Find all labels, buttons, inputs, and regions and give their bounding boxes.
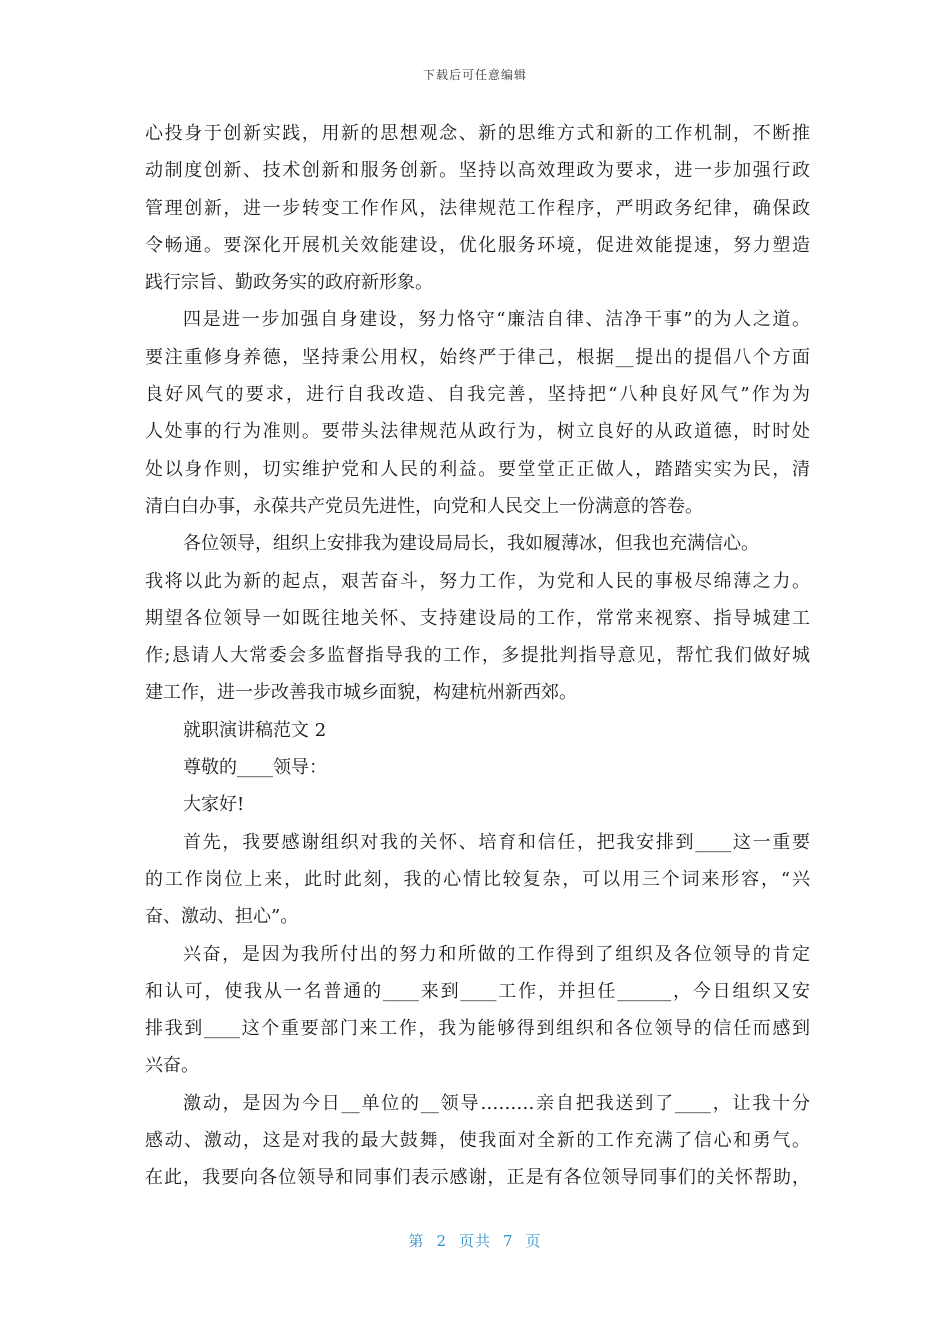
text-line: 处以身作则，切实维护党和人民的利益。要堂堂正正做人，踏踏实实为民，清 xyxy=(145,458,810,480)
text-line: 心投身于创新实践，用新的思想观念、新的思维方式和新的工作机制，不断推 xyxy=(145,123,810,144)
footer-prefix: 第 xyxy=(408,1232,425,1250)
text-line: 兴奋，是因为我所付出的努力和所做的工作得到了组织及各位领导的肯定 xyxy=(183,943,810,965)
footer-middle: 页共 xyxy=(458,1232,491,1250)
text-line: 作;恳请人大常委会多监督指导我的工作，多提批判指导意见，帮忙我们做好城 xyxy=(145,645,810,667)
text-line: 人处事的行为准则。要带头法律规范从政行为，树立良好的从政道德，时时处 xyxy=(145,421,810,443)
text-line: 首先，我要感谢组织对我的关怀、培育和信任，把我安排到____这一重要 xyxy=(183,831,810,853)
footer-suffix: 页 xyxy=(525,1232,542,1250)
text-line: 期望各位领导一如既往地关怀、支持建设局的工作，常常来视察、指导城建工 xyxy=(145,607,810,629)
text-line: 兴奋。 xyxy=(145,1055,199,1077)
current-page-number: 2 xyxy=(436,1232,447,1250)
text-line: 四是进一步加强自身建设，努力恪守“廉洁自律、洁净干事”的为人之道。 xyxy=(183,309,810,331)
text-line: 令畅通。要深化开展机关效能建设，优化服务环境，促进效能提速，努力塑造 xyxy=(145,234,810,256)
text-line: 要注重修身养德，坚持秉公用权，始终严于律己，根据__提出的提倡八个方面 xyxy=(145,346,810,368)
text-line: 建工作，进一步改善我市城乡面貌，构建杭州新西郊。 xyxy=(145,682,577,704)
text-line: 排我到____这个重要部门来工作，我为能够得到组织和各位领导的信任而感到 xyxy=(145,1018,810,1040)
text-line: 激动，是因为今日__单位的__领导………亲自把我送到了____，让我十分 xyxy=(183,1092,810,1114)
text-line: 管理创新，进一步转变工作作风，法律规范工作程序，严明政务纪律，确保政 xyxy=(145,197,810,219)
text-line: 动制度创新、技术创新和服务创新。坚持以高效理政为要求，进一步加强行政 xyxy=(145,160,810,182)
text-line: 在此，我要向各位领导和同事们表示感谢，正是有各位领导同事们的关怀帮助， xyxy=(145,1167,810,1189)
text-line: 良好风气的要求，进行自我改造、自我完善，坚持把“八种良好风气”作为为 xyxy=(145,384,810,406)
text-line: 奋、激动、担心”。 xyxy=(145,906,299,928)
text-line: 践行宗旨、勤政务实的政府新形象。 xyxy=(145,272,433,294)
text-line: 感动、激动，这是对我的最大鼓舞，使我面对全新的工作充满了信心和勇气。 xyxy=(145,1130,810,1152)
text-line: 的工作岗位上来，此时此刻，我的心情比较复杂，可以用三个词来形容，“兴 xyxy=(145,868,810,890)
document-body xyxy=(145,115,810,1197)
text-line: 我将以此为新的起点，艰苦奋斗，努力工作，为党和人民的事极尽绵薄之力。 xyxy=(145,570,810,592)
text-line: 各位领导，组织上安排我为建设局局长，我如履薄冰，但我也充满信心。 xyxy=(183,533,759,555)
greeting: 大家好! xyxy=(183,794,245,816)
salutation: 尊敬的____领导： xyxy=(183,757,327,779)
text-line: 清白白办事，永葆共产党员先进性，向党和人民交上一份满意的答卷。 xyxy=(145,495,703,517)
total-page-count: 7 xyxy=(503,1232,514,1250)
text-line: 和认可，使我从一名普通的____来到____工作，并担任______，今日组织又安 xyxy=(145,980,810,1002)
section-title: 就职演讲稿范文 2 xyxy=(183,719,327,741)
page-footer xyxy=(0,1230,950,1251)
page-header: 下载后可任意编辑 xyxy=(422,68,527,82)
